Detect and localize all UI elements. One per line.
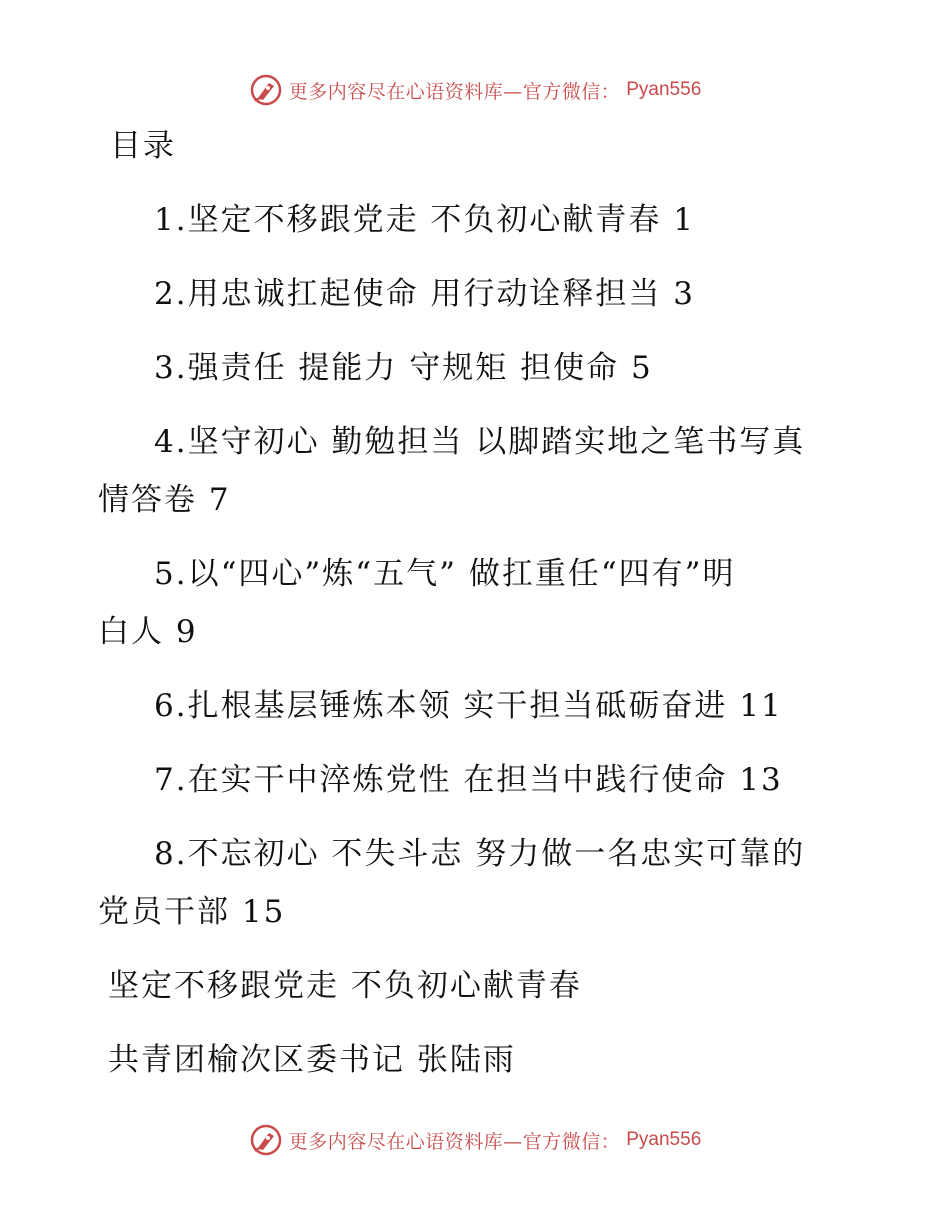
article-author: 共青团榆次区委书记 张陆雨	[108, 1042, 516, 1078]
toc-item-3: 3.强责任 提能力 守规矩 担使命 5	[154, 350, 653, 386]
toc-item-1: 1.坚定不移跟党走 不负初心献青春 1	[154, 202, 696, 238]
toc-item-4: 4.坚守初心 勤勉担当 以脚踏实地之笔书写真	[154, 424, 806, 460]
watermark-text: 更多内容尽在心语资料库—官方微信：	[288, 80, 621, 103]
toc-item-8: 8.不忘初心 不失斗志 努力做一名忠实可靠的	[154, 836, 806, 872]
toc-item-5: 5.以“四心”炼“五气” 做扛重任“四有”明	[154, 556, 736, 592]
toc-item-6: 6.扎根基层锤炼本领 实干担当砥砺奋进 11	[154, 688, 783, 724]
article-title: 坚定不移跟党走 不负初心献青春	[108, 968, 582, 1004]
watermark-wechat-id: Pyan556	[626, 79, 702, 100]
toc-item-8-continued: 党员干部 15	[98, 894, 286, 930]
toc-title: 目录	[110, 128, 176, 164]
toc-item-4-continued: 情答卷 7	[98, 482, 231, 518]
toc-item-2: 2.用忠诚扛起使命 用行动诠释担当 3	[154, 276, 696, 312]
watermark-text: 更多内容尽在心语资料库—官方微信：	[288, 1130, 621, 1153]
watermark-wechat-id: Pyan556	[626, 1129, 702, 1150]
toc-item-5-continued: 白人 9	[98, 614, 198, 650]
watermark-footer	[0, 1120, 950, 1160]
pen-nib-logo-icon	[249, 1123, 283, 1157]
toc-item-7: 7.在实干中淬炼党性 在担当中践行使命 13	[154, 762, 783, 798]
